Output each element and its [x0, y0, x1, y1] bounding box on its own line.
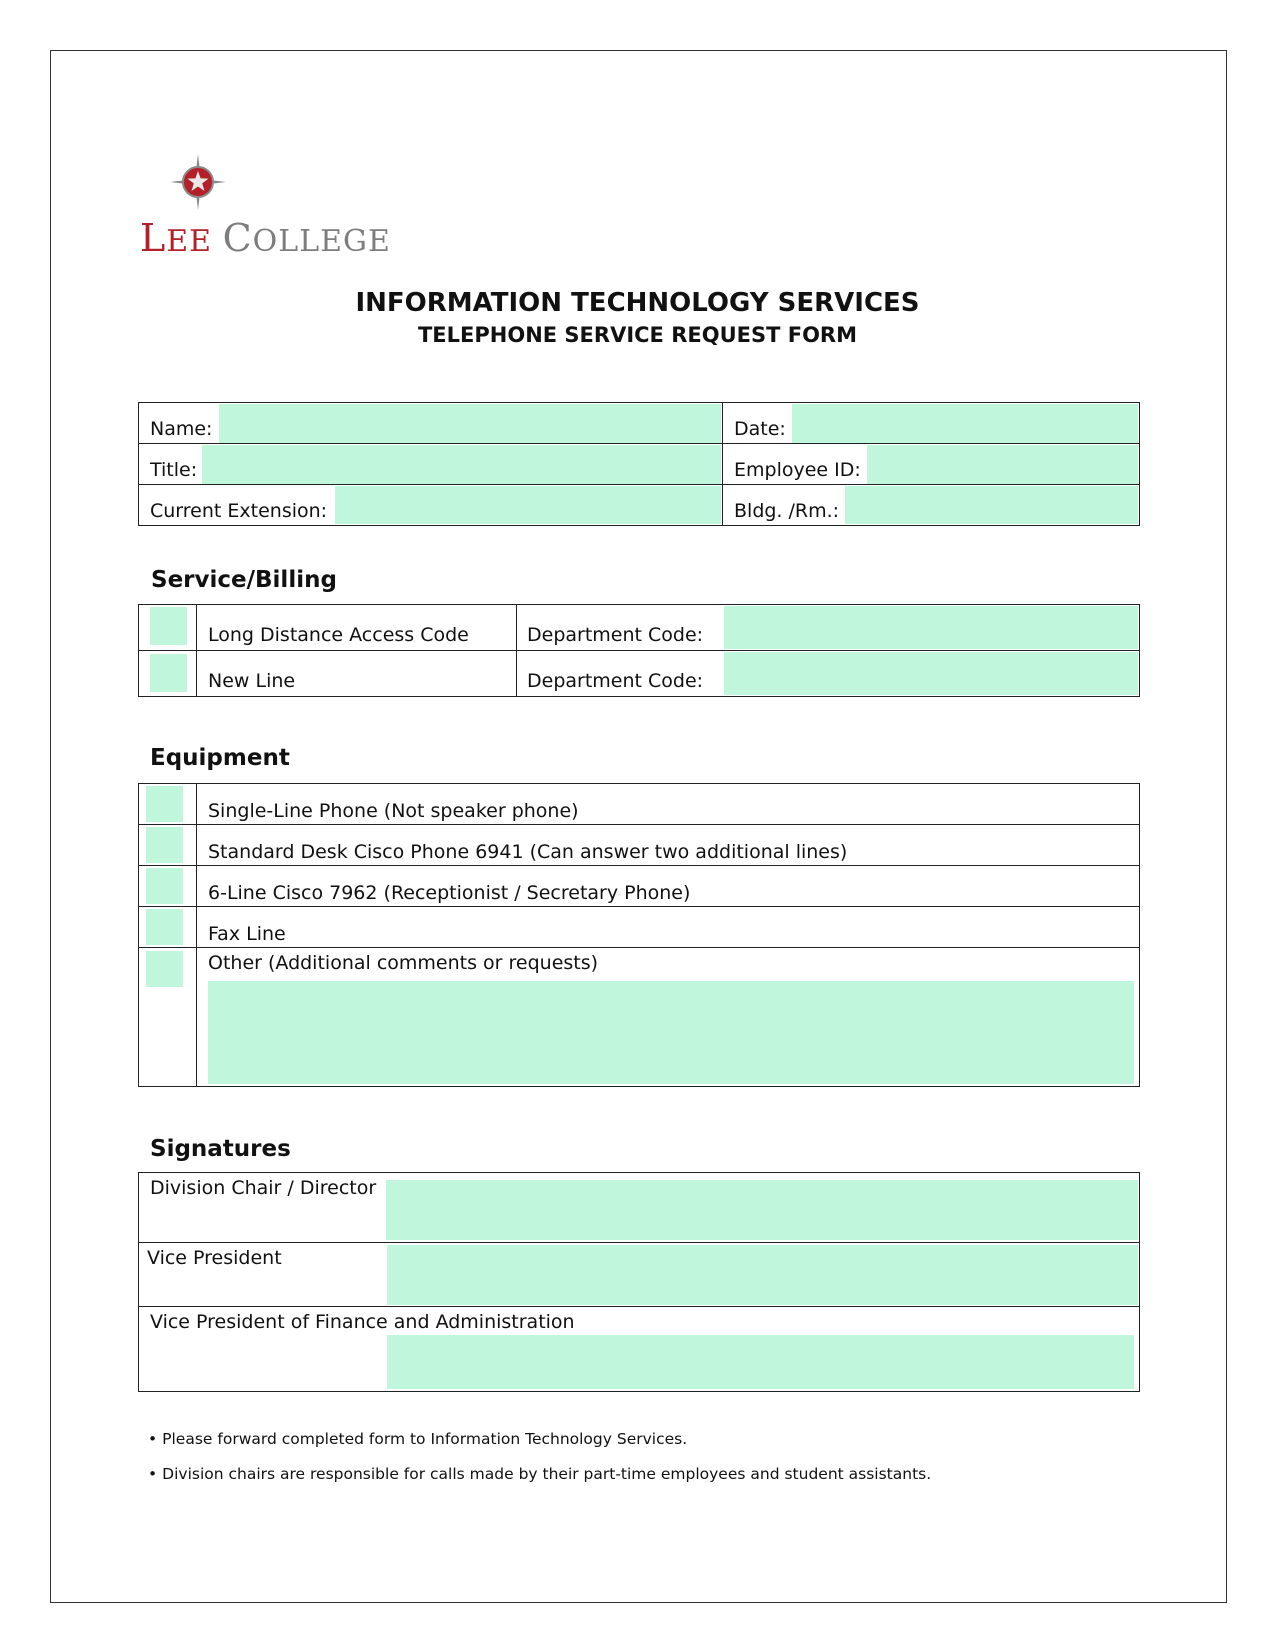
page-title: INFORMATION TECHNOLOGY SERVICES	[355, 288, 920, 318]
new-line-checkbox[interactable]	[150, 654, 187, 692]
signatures-title: Signatures	[150, 1136, 291, 1162]
standard-desk-phone-label: Standard Desk Cisco Phone 6941 (Can answer two additional lines)	[208, 841, 848, 863]
long-distance-label: Long Distance Access Code	[208, 624, 469, 646]
standard-desk-phone-checkbox[interactable]	[146, 827, 183, 863]
vp-finance-label: Vice President of Finance and Administration	[150, 1311, 575, 1333]
compass-star-icon	[168, 152, 228, 212]
title-field[interactable]	[202, 445, 721, 484]
bldg-room-field[interactable]	[845, 486, 1138, 524]
extension-label: Current Extension:	[150, 500, 328, 522]
fax-line-checkbox[interactable]	[146, 909, 183, 945]
long-distance-department-code-field[interactable]	[724, 606, 1138, 649]
employee-id-field[interactable]	[867, 445, 1138, 484]
division-chair-label: Division Chair / Director	[150, 1177, 377, 1199]
fax-line-label: Fax Line	[208, 923, 286, 945]
division-chair-signature-field[interactable]	[386, 1180, 1138, 1240]
department-code-label: Department Code:	[527, 670, 704, 692]
additional-comments-field[interactable]	[208, 981, 1134, 1084]
other-label: Other (Additional comments or requests)	[208, 952, 599, 974]
service-billing-title: Service/Billing	[151, 567, 337, 593]
six-line-cisco-checkbox[interactable]	[146, 868, 183, 904]
vice-president-label: Vice President	[147, 1247, 282, 1269]
vice-president-signature-field[interactable]	[387, 1245, 1138, 1305]
name-field[interactable]	[219, 404, 721, 443]
note-forward: • Please forward completed form to Information Technology Services.	[148, 1430, 688, 1448]
lee-college-logo	[140, 152, 391, 260]
date-label: Date:	[734, 418, 786, 440]
note-responsibility: • Division chairs are responsible for calls made by their part-time employees and student assistants.	[148, 1465, 932, 1483]
new-line-label: New Line	[208, 670, 296, 692]
equipment-title: Equipment	[150, 745, 290, 771]
date-field[interactable]	[792, 404, 1138, 443]
new-line-department-code-field[interactable]	[724, 652, 1138, 695]
bldg-room-label: Bldg. /Rm.:	[734, 500, 840, 522]
vp-finance-signature-field[interactable]	[387, 1335, 1134, 1389]
name-label: Name:	[150, 418, 213, 440]
employee-id-label: Employee ID:	[734, 459, 861, 481]
title-label: Title:	[150, 459, 198, 481]
long-distance-checkbox[interactable]	[150, 607, 187, 645]
department-code-label: Department Code:	[527, 624, 704, 646]
page-subtitle: TELEPHONE SERVICE REQUEST FORM	[417, 323, 857, 347]
single-line-phone-checkbox[interactable]	[146, 786, 183, 822]
single-line-phone-label: Single-Line Phone (Not speaker phone)	[208, 800, 579, 822]
other-checkbox[interactable]	[146, 951, 183, 987]
extension-field[interactable]	[335, 486, 721, 524]
six-line-cisco-label: 6-Line Cisco 7962 (Receptionist / Secretary Phone)	[208, 882, 691, 904]
logo-wordmark: LEE COLLEGE	[140, 216, 391, 260]
